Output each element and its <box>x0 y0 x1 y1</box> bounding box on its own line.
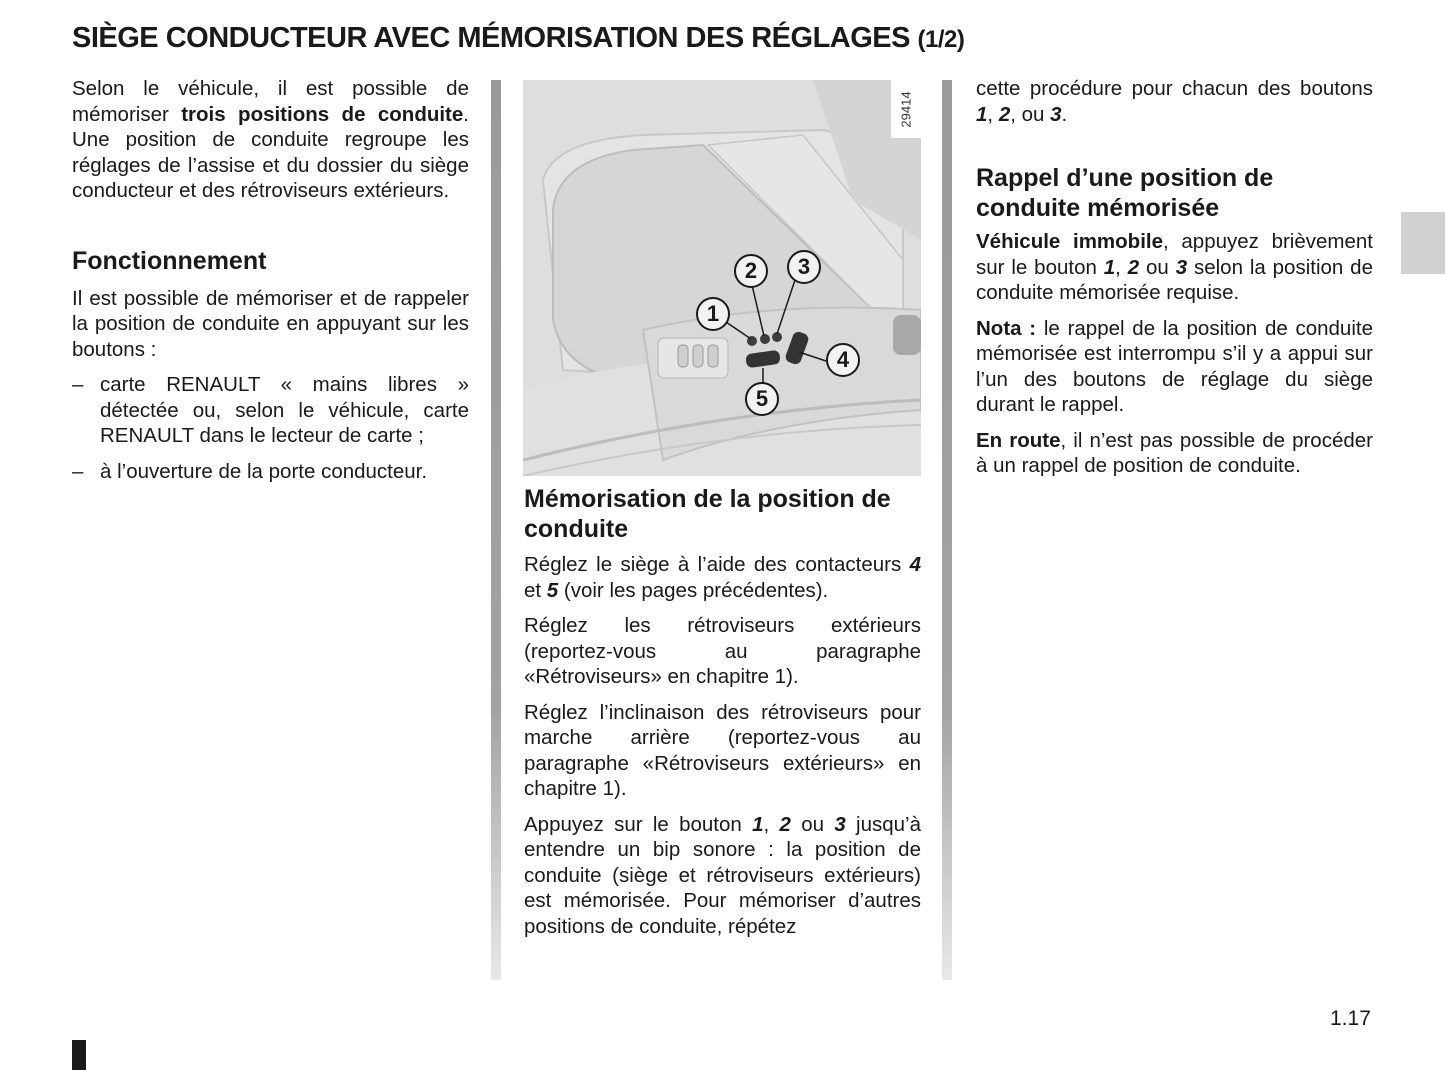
continuation-paragraph: cette procédure pour chacun des boutons 1, 2, ou 3. <box>976 77 1373 126</box>
step-adjust-mirrors: Réglez les rétroviseurs extérieurs (reportez-vous au paragraphe «Rétroviseurs» en chapitre 1). <box>524 614 921 688</box>
seat-drawing <box>523 80 921 476</box>
middle-column <box>524 484 921 949</box>
page-title-text: SIÈGE CONDUCTEUR AVEC MÉMORISATION DES RÉGLAGES <box>72 22 910 54</box>
page-title-suffix: (1/2) <box>917 26 965 53</box>
fonctionnement-paragraph: Il est possible de mémoriser et de rappeler la position de conduite en appuyant sur les boutons : <box>72 286 469 361</box>
intro-text-end: . Une position de conduite regroupe les réglages de l’assise et du dossier du siège conducteur et des rétroviseurs extérieurs. <box>72 102 469 202</box>
list-item: – carte RENAULT « mains libres » détectée ou, selon le véhicule, carte RENAULT dans le lecteur de carte ; <box>72 372 469 449</box>
nota-paragraph: Nota : le rappel de la position de conduite mémorisée est interrompu s’il y a appui sur l’un des boutons de réglage du siège durant le rappel. <box>976 316 1373 416</box>
right-column <box>976 76 1373 489</box>
section-heading-fonctionnement: Fonctionnement <box>72 246 267 275</box>
callout-4: 4 <box>826 343 860 377</box>
recall-conditions-list <box>72 372 469 484</box>
callout-1: 1 <box>696 297 730 331</box>
page-title <box>72 22 964 55</box>
chapter-thumb-tab <box>1401 212 1445 274</box>
seat-illustration <box>523 80 921 476</box>
section-heading-rappel: Rappel d’une position de conduite mémorisée <box>976 164 1274 222</box>
intro-paragraph <box>72 76 469 204</box>
step-adjust-seat: Réglez le siège à l’aide des contacteurs 4 et 5 (voir les pages précédentes). <box>524 553 921 602</box>
page-corner-marker <box>72 1040 86 1070</box>
recall-paragraph: Véhicule immobile, appuyez brièvement sur le bouton 1, 2 ou 3 selon la position de conduite mémorisée requise. <box>976 230 1373 304</box>
step-adjust-reverse-mirrors: Réglez l’inclinaison des rétroviseurs pour marche arrière (reportez-vous au paragraphe «Rétroviseurs extérieurs» en chapitre 1). <box>524 700 921 800</box>
figure-reference-label: 29414 <box>891 80 921 138</box>
page-number: 1.17 <box>1330 1007 1371 1030</box>
callout-2: 2 <box>734 254 768 288</box>
intro-bold: trois positions de conduite <box>181 102 464 126</box>
intro-text: Selon le véhicule, il est possible de mémoriser <box>72 77 469 126</box>
list-item: – à l’ouverture de la porte conducteur. <box>72 459 469 485</box>
step-press-button: Appuyez sur le bouton 1, 2 ou 3 jusqu’à entendre un bip sonore : la position de conduite (siège et rétroviseurs extérieurs) est mémorisée. Pour mémoriser d’autres positions de conduite, répétez <box>524 812 921 938</box>
left-column <box>72 76 469 494</box>
callout-5: 5 <box>745 382 779 416</box>
column-divider-bar-right <box>942 80 952 980</box>
column-divider-bar-left <box>491 80 501 980</box>
section-heading-memorisation: Mémorisation de la position de conduite <box>524 485 891 543</box>
en-route-paragraph: En route, il n’est pas possible de procéder à un rappel de position de conduite. <box>976 428 1373 477</box>
callout-3: 3 <box>787 250 821 284</box>
